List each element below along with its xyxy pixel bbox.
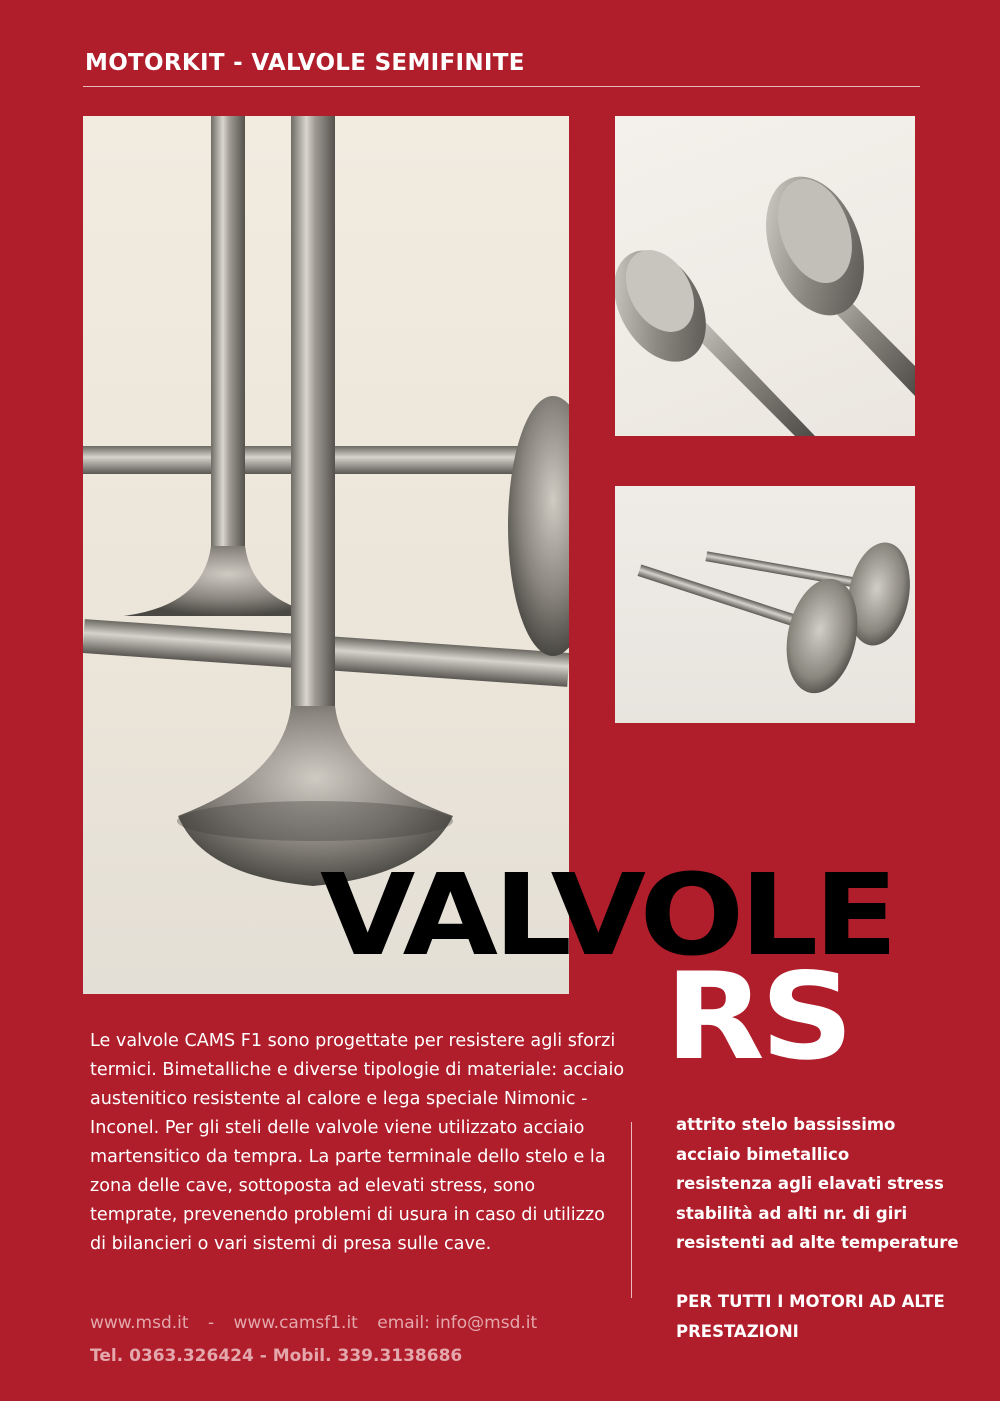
- tagline: PER TUTTI I MOTORI AD ALTE PRESTAZIONI: [676, 1292, 945, 1341]
- email-link[interactable]: email: info@msd.it: [377, 1313, 538, 1333]
- valve-heads-photo: [615, 116, 915, 436]
- website-link-msd[interactable]: www.msd.it: [90, 1313, 189, 1333]
- feature-item: acciaio bimetallico: [676, 1144, 850, 1164]
- product-description: Le valvole CAMS F1 sono progettate per resistere agli sforzi termici. Bimetalliche e diverse tipologie di materiale: acciaio austenitico resistente al calore e lega speciale Nimonic - Inconel. Per gli steli delle valvole viene utilizzato acciaio martensitico da tempra. La parte terminale dello stelo e la zona delle cave, sottoposta ad elevati stress, sono temprate, prevenendo problemi di usura in caso di utilizzo di bilancieri o vari sistemi di presa sulle cave.: [90, 1031, 625, 1254]
- phone-numbers: Tel. 0363.326424 - Mobil. 339.3138686: [90, 1346, 463, 1366]
- header-divider: [83, 86, 920, 87]
- footer-separator: -: [207, 1313, 215, 1333]
- feature-item: resistenti ad alte temperature: [676, 1233, 959, 1252]
- feature-item: resistenza agli elavati stress: [676, 1174, 944, 1193]
- footer-links: [90, 1313, 537, 1333]
- feature-list: [676, 1110, 959, 1258]
- website-link-camsf1[interactable]: www.camsf1.it: [233, 1313, 358, 1333]
- headline-valvole: VALVOLE: [320, 851, 894, 981]
- valves-pair-photo: [615, 486, 915, 723]
- headline-rs: RS: [665, 948, 850, 1087]
- page-title: MOTORKIT - VALVOLE SEMIFINITE: [85, 50, 525, 76]
- feature-item: attrito stelo bassissimo: [676, 1115, 896, 1134]
- feature-item: stabilità ad alti nr. di giri: [676, 1203, 908, 1223]
- column-divider: [631, 1122, 632, 1298]
